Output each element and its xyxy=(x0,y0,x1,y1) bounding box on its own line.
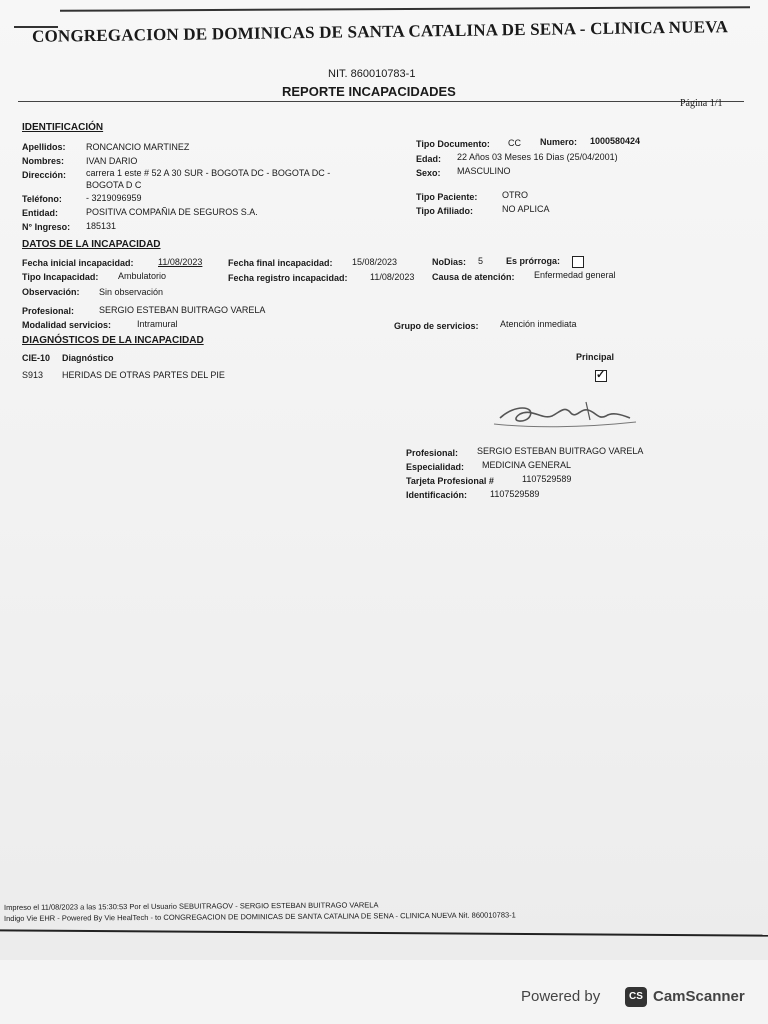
footer-rule xyxy=(0,929,768,936)
identificacion-label: Identificación: xyxy=(406,490,468,500)
prorroga-checkbox[interactable] xyxy=(572,256,584,268)
fecha-final-value: 15/08/2023 xyxy=(352,257,398,267)
apellidos-value: RONCANCIO MARTINEZ xyxy=(86,142,190,152)
observacion-label: Observación: xyxy=(22,287,80,297)
section-incapacidad: DATOS DE LA INCAPACIDAD xyxy=(22,239,161,250)
tipo-documento-label: Tipo Documento: xyxy=(416,139,490,149)
causa-value: Enfermedad general xyxy=(534,270,616,280)
entidad-value: POSITIVA COMPAÑIA DE SEGUROS S.A. xyxy=(86,207,258,217)
fecha-registro-value: 11/08/2023 xyxy=(370,272,415,282)
report-title: REPORTE INCAPACIDADES xyxy=(282,84,456,99)
numero-label: Numero: xyxy=(540,137,578,147)
observacion-value: Sin observación xyxy=(99,287,164,297)
institution-title: CONGREGACION DE DOMINICAS DE SANTA CATALINA DE SENA - CLINICA NUEVA xyxy=(31,17,729,46)
col-diagnostico: Diagnóstico xyxy=(62,353,114,363)
causa-label: Causa de atención: xyxy=(432,272,515,282)
tipo-documento-value: CC xyxy=(508,138,521,148)
section-diagnosticos: DIAGNÓSTICOS DE LA INCAPACIDAD xyxy=(22,335,204,346)
especialidad-value: MEDICINA GENERAL xyxy=(482,460,572,470)
firma-profesional-label: Profesional: xyxy=(406,448,459,458)
tipo-paciente-value: OTRO xyxy=(502,190,528,200)
ingreso-value: 185131 xyxy=(86,221,117,231)
edad-value: 22 Años 03 Meses 16 Dias (25/04/2001) xyxy=(457,152,618,162)
tarjeta-value: 1107529589 xyxy=(522,474,572,484)
apellidos-label: Apellidos: xyxy=(22,142,66,152)
grupo-servicios-label: Grupo de servicios: xyxy=(394,321,479,331)
nodias-label: NoDias: xyxy=(432,257,467,267)
footer-print-info: Impreso el 11/08/2023 a las 15:30:53 Por el Usuario SEBUITRAGOV - SERGIO ESTEBAN BUITRAGO VARELA xyxy=(3,900,379,912)
especialidad-label: Especialidad: xyxy=(406,462,465,472)
direccion-value-line1: carrera 1 este # 52 A 30 SUR - BOGOTA DC - BOGOTA DC - xyxy=(86,168,331,178)
numero-value: 1000580424 xyxy=(590,136,641,146)
nombres-label: Nombres: xyxy=(22,156,65,166)
fecha-final-label: Fecha final incapacidad: xyxy=(228,258,333,268)
fecha-inicial-value: 11/08/2023 xyxy=(158,257,203,267)
footer-software-info: Indigo Vie EHR - Powered By Vie HealTech - to CONGREGACION DE DOMINICAS DE SANTA CATALINA DE SENA - CLINICA NUEVA Nit. 860010783-1 xyxy=(3,910,516,923)
nodias-value: 5 xyxy=(478,256,484,266)
ingreso-label: N° Ingreso: xyxy=(22,222,71,232)
tipo-paciente-label: Tipo Paciente: xyxy=(416,192,478,202)
direccion-value-line2: BOGOTA D C xyxy=(86,180,142,190)
direccion-label: Dirección: xyxy=(22,170,67,180)
tarjeta-label: Tarjeta Profesional # xyxy=(406,476,494,486)
col-cie10: CIE-10 xyxy=(22,353,51,363)
fecha-registro-label: Fecha registro incapacidad: xyxy=(228,273,348,283)
prorroga-label: Es prórroga: xyxy=(506,256,561,266)
camscanner-logo-icon: CS xyxy=(625,987,647,1007)
nombres-value: IVAN DARIO xyxy=(86,156,138,166)
col-principal: Principal xyxy=(576,352,615,362)
tipo-incapacidad-value: Ambulatorio xyxy=(118,271,167,281)
diagnosis-description: HERIDAS DE OTRAS PARTES DEL PIE xyxy=(62,370,225,380)
tipo-afiliado-label: Tipo Afiliado: xyxy=(416,206,473,216)
section-identificacion: IDENTIFICACIÓN xyxy=(22,122,104,133)
powered-by-text: Powered by xyxy=(521,988,601,1005)
telefono-value: - 3219096959 xyxy=(86,193,142,203)
header-rule xyxy=(18,101,744,102)
tipo-incapacidad-label: Tipo Incapacidad: xyxy=(22,272,99,282)
modalidad-label: Modalidad servicios: xyxy=(22,320,112,330)
telefono-label: Teléfono: xyxy=(22,194,62,204)
firma-profesional-value: SERGIO ESTEBAN BUITRAGO VARELA xyxy=(477,446,644,456)
camscanner-brand: CamScanner xyxy=(653,988,745,1005)
identificacion-value: 1107529589 xyxy=(490,489,540,499)
principal-checkbox[interactable] xyxy=(595,370,607,382)
grupo-servicios-value: Atención inmediata xyxy=(500,319,577,329)
edad-label: Edad: xyxy=(416,154,442,164)
profesional-value: SERGIO ESTEBAN BUITRAGO VARELA xyxy=(99,305,266,315)
diagnosis-code: S913 xyxy=(22,370,44,380)
tipo-afiliado-value: NO APLICA xyxy=(502,204,550,214)
page-number: Página 1/1 xyxy=(680,98,723,109)
signature-image xyxy=(490,398,640,434)
sexo-value: MASCULINO xyxy=(457,166,511,176)
sexo-label: Sexo: xyxy=(416,168,441,178)
entidad-label: Entidad: xyxy=(22,208,58,218)
nit-label: NIT. 860010783-1 xyxy=(328,68,416,80)
top-rule xyxy=(60,6,750,12)
modalidad-value: Intramural xyxy=(137,319,178,329)
fecha-inicial-label: Fecha inicial incapacidad: xyxy=(22,258,134,268)
profesional-label: Profesional: xyxy=(22,306,75,316)
